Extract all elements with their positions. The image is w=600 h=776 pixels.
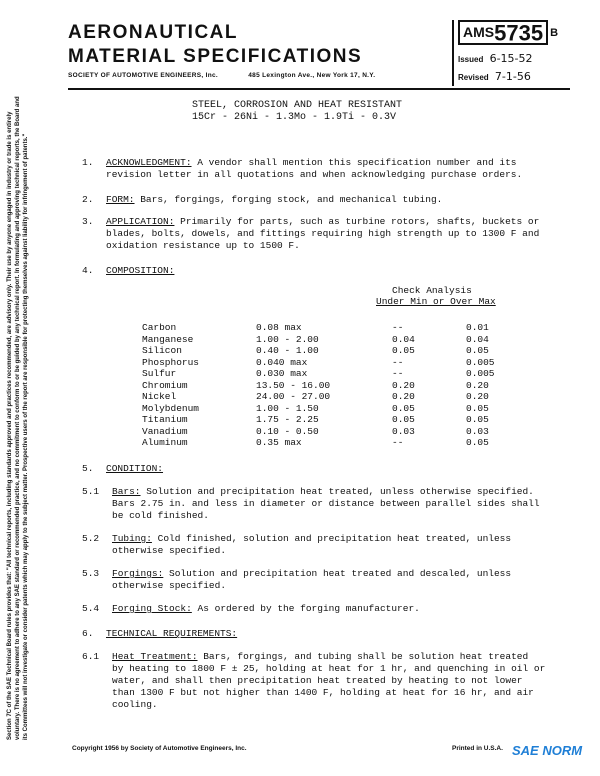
section-3-line2: blades, bolts, dowels, and fittings requiring high strength up to 1300 F and [106,228,540,239]
section-5-2-line2: otherwise specified. [112,545,227,556]
society-name: SOCIETY OF AUTOMOTIVE ENGINEERS, Inc. [68,72,219,79]
section-6-1-heading: Heat Treatment: [112,651,198,662]
composition-check-over-max: 0.20 [466,379,489,391]
composition-element: Manganese [142,333,194,345]
section-6-1-line5: cooling. [112,699,158,710]
composition-range: 0.40 - 1.00 [256,345,319,356]
revised-value: 7-1-56 [494,70,531,83]
revised-date [458,70,531,83]
section-5-heading: CONDITION: [106,463,164,474]
section-6-1-line4: than 1300 F but not higher than 1400 F, holding at heat for 16 hr, and air [112,687,534,698]
section-3-number: 3. [82,216,94,227]
ams-label: AMS5735 [458,20,548,45]
side-disclaimer-text: Section 7C of the SAE Technical Board rules provides that: "All technical reports, including standards approved and practices recommended, are advisory only. Their use by anyone engaged in industry or trade is entirely voluntary. There is no agreement to adhere to any SAE standard or recommended practice, and no commitment to conform to or be guided by any technical report. In formulating and approving technical reports, the Board and its Committees will not investigate or consider patents which may apply to the subject matter. Prospective users of the report are responsible for protecting themselves against liability for infringement of patents." [7,94,29,740]
composition-check-under-min: 0.20 [392,391,415,402]
composition-check-under-min: 0.20 [392,379,415,391]
section-5-2-line1: Cold finished, solution and precipitation heat treated, unless [151,533,512,544]
society-line [68,72,375,79]
section-5-2-heading: Tubing: [112,533,152,544]
section-5-3-heading: Forgings: [112,568,164,579]
composition-check-under-min: 0.03 [392,425,415,437]
composition-check-over-max: 0.005 [466,356,495,368]
section-5-4-number: 5.4 [82,603,100,614]
composition-element: Sulfur [142,368,177,379]
header-title-line1: AERONAUTICAL [68,22,238,43]
side-disclaimer [6,90,58,740]
section-5-number: 5. [82,463,94,474]
composition-check-under-min: 0.05 [392,414,415,425]
composition-check-over-max: 0.01 [466,322,489,333]
section-5-3-number: 5.3 [82,568,100,579]
issued-value: 6-15-52 [489,52,533,65]
section-5-4 [112,602,420,615]
composition-element: Nickel [142,391,177,402]
section-2-line1: Bars, forgings, forging stock, and mechanical tubing. [134,194,443,205]
section-3-line1: Primarily for parts, such as turbine rotors, shafts, buckets or [174,216,540,227]
section-5-1-line1: Solution and precipitation heat treated, unless otherwise specified. [140,486,534,497]
section-5-2-number: 5.2 [82,533,100,544]
composition-range: 0.040 max [256,356,308,368]
printed-in: Printed in U.S.A. [452,745,503,752]
composition-element: Aluminum [142,437,188,448]
section-5-3-line1: Solution and precipitation heat treated and descaled, unless [163,568,512,579]
composition-check-over-max: 0.05 [466,402,489,414]
issued-date [458,52,533,65]
section-6-number: 6. [82,628,94,639]
section-6-heading: TECHNICAL REQUIREMENTS: [106,628,238,639]
composition-check-over-max: 0.005 [466,368,495,379]
section-5-1-line3: be cold finished. [112,510,209,521]
society-address: 485 Lexington Ave., New York 17, N.Y. [248,72,376,79]
header-divider-horizontal [68,88,570,90]
composition-check-over-max: 0.20 [466,391,489,402]
composition-element: Silicon [142,345,182,356]
section-2-heading: FORM: [106,194,135,205]
composition-range: 1.75 - 2.25 [256,414,319,425]
check-analysis-subtitle: Under Min or Over Max [376,296,496,307]
composition-check-under-min: -- [392,356,404,368]
composition-range: 0.08 max [256,322,302,333]
section-5-4-heading: Forging Stock: [112,603,192,614]
composition-check-under-min: -- [392,368,404,379]
composition-element: Carbon [142,322,177,333]
check-analysis-title: Check Analysis [392,285,472,296]
section-5-4-line1: As ordered by the forging manufacturer. [191,603,420,614]
composition-element: Titanium [142,414,188,425]
section-6-1-line3: water, and shall then precipitation heat treated by heating to not lower [112,675,523,686]
material-formula: 15Cr - 26Ni - 1.3Mo - 1.9Ti - 0.3V [192,112,397,123]
section-6-1-number: 6.1 [82,651,100,662]
revised-label: Revised [458,73,489,82]
composition-check-under-min: -- [392,322,404,333]
section-3-heading: APPLICATION: [106,216,175,227]
composition-check-over-max: 0.05 [466,437,489,448]
composition-check-over-max: 0.05 [466,345,489,356]
section-1-heading: ACKNOWLEDGMENT: [106,157,192,168]
section-1-number: 1. [82,157,94,168]
copyright: Copyright 1956 by Society of Automotive Engineers, Inc. [72,745,247,752]
composition-range: 0.030 max [256,368,308,379]
section-2-number: 2. [82,194,94,205]
header-title-line2: MATERIAL SPECIFICATIONS [68,46,363,67]
section-5-1-line2: Bars 2.75 in. and less in diameter or distance between parallel sides shall [112,498,540,509]
composition-range: 1.00 - 1.50 [256,402,319,414]
composition-range: 0.10 - 0.50 [256,425,319,437]
composition-range: 0.35 max [256,437,302,448]
ams-suffix: B [550,26,559,39]
composition-element: Molybdenum [142,402,200,414]
section-5-3-line2: otherwise specified. [112,580,227,591]
ams-designation [458,20,558,45]
section-5-1-heading: Bars: [112,486,141,497]
section-6-1-line1: Bars, forgings, and tubing shall be solution heat treated [197,651,529,662]
watermark-logo: SAE NORM [512,743,583,758]
issued-label: Issued [458,55,484,64]
composition-element: Vanadium [142,425,188,437]
composition-element: Chromium [142,379,188,391]
section-3-line3: oxidation resistance up to 1500 F. [106,240,300,251]
composition-range: 13.50 - 16.00 [256,379,331,391]
ams-number: 5735 [494,20,544,46]
composition-check-over-max: 0.05 [466,414,489,425]
section-4-heading: COMPOSITION: [106,265,175,276]
composition-check-under-min: -- [392,437,404,448]
composition-range: 1.00 - 2.00 [256,333,319,345]
composition-check-under-min: 0.05 [392,402,415,414]
composition-check-under-min: 0.05 [392,345,415,356]
material-title: STEEL, CORROSION AND HEAT RESISTANT [192,100,403,111]
section-1-line2: revision letter in all quotations and when acknowledging purchase orders. [106,169,523,180]
composition-check-under-min: 0.04 [392,333,415,345]
composition-element: Phosphorus [142,356,200,368]
composition-check-over-max: 0.03 [466,425,489,437]
composition-range: 24.00 - 27.00 [256,391,331,402]
header-divider-vertical [452,20,454,86]
composition-check-over-max: 0.04 [466,333,489,345]
section-4-number: 4. [82,265,94,276]
section-5-1-number: 5.1 [82,486,100,497]
section-6-1-line2: by heating to 1800 F ± 25, holding at heat for 1 hr, and quenching in oil or [112,663,546,674]
section-2 [106,193,442,206]
section-1-line1: A vendor shall mention this specification number and its [191,157,517,168]
